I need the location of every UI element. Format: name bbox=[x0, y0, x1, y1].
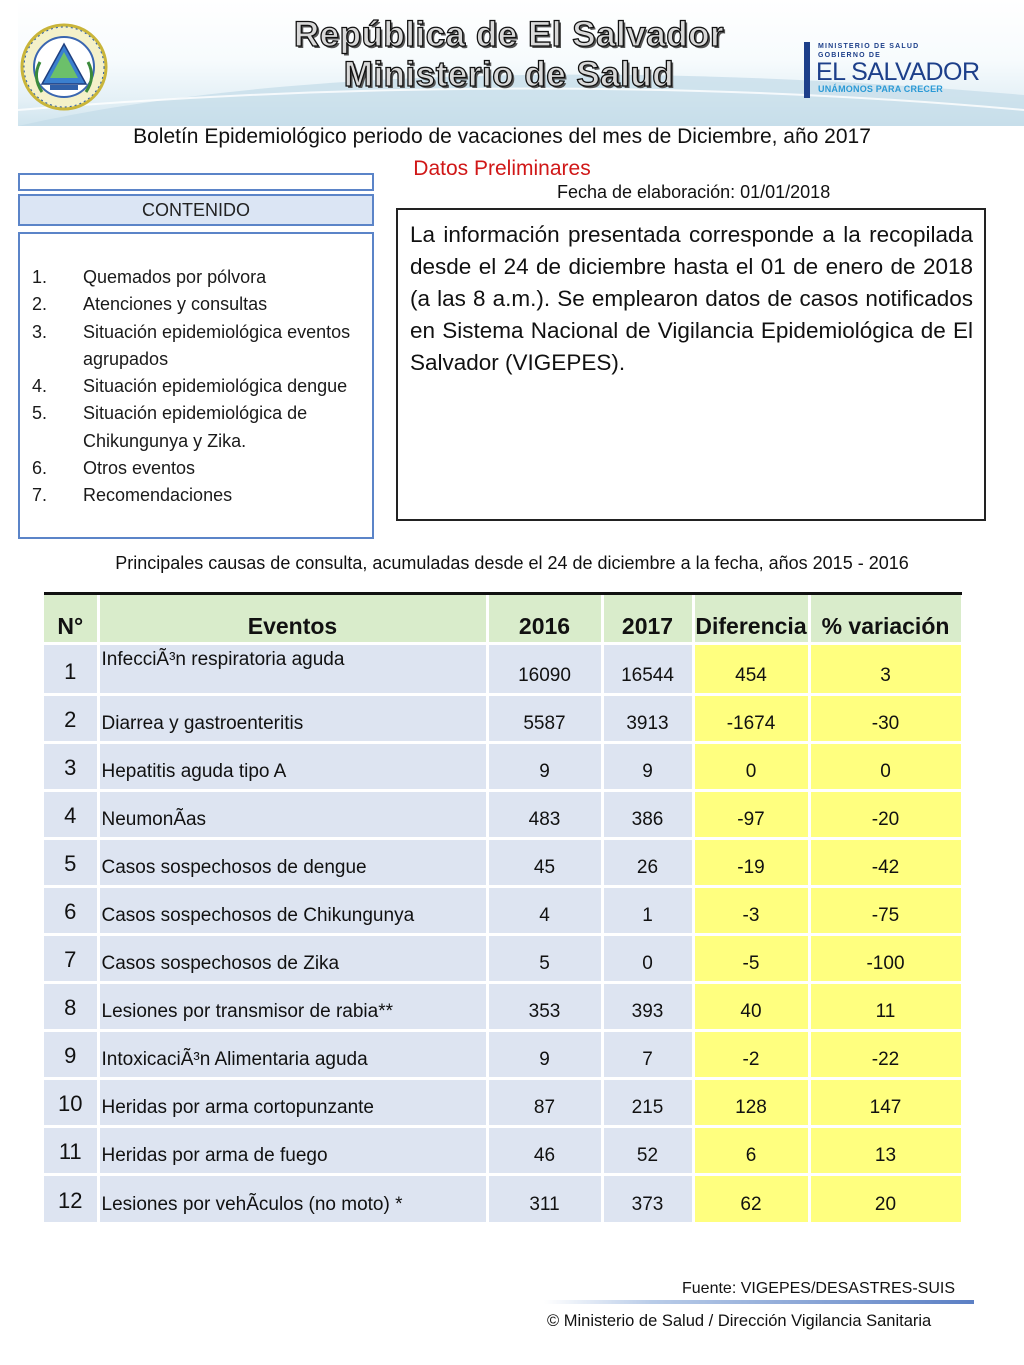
difference-cell: 6 bbox=[693, 1126, 809, 1174]
variation-cell: -42 bbox=[809, 838, 962, 886]
table-row bbox=[44, 1078, 962, 1126]
header-number: N° bbox=[44, 595, 98, 643]
variation-cell: 147 bbox=[809, 1078, 962, 1126]
event-name-cell: Casos sospechosos de Chikungunya bbox=[98, 886, 487, 934]
row-number-cell: 12 bbox=[44, 1174, 98, 1222]
value-2016-cell: 87 bbox=[487, 1078, 602, 1126]
value-2017-cell: 26 bbox=[602, 838, 693, 886]
contents-item bbox=[32, 482, 362, 509]
row-number-cell: 9 bbox=[44, 1030, 98, 1078]
table-row bbox=[44, 1174, 962, 1222]
logo-line-2: GOBIERNO DE bbox=[818, 52, 881, 59]
variation-cell: -20 bbox=[809, 790, 962, 838]
table-caption: Principales causas de consulta, acumuladas desde el 24 de diciembre a la fecha, años 2015 - 2016 bbox=[115, 553, 909, 573]
variation-cell: -75 bbox=[809, 886, 962, 934]
prepared-date: Fecha de elaboración: 01/01/2018 bbox=[557, 182, 831, 202]
footer-rule bbox=[544, 1300, 974, 1304]
variation-cell: -22 bbox=[809, 1030, 962, 1078]
contents-item bbox=[32, 319, 362, 374]
info-text: La información presentada corresponde a la recopilada desde el 24 de diciembre hasta el 01 de enero de 2018 (a las 8 a.m.). Se emplearon datos de casos notificados en Sistema Nacional de Vigilancia Epidemiológica de El Salvador (VIGEPES). bbox=[410, 222, 973, 375]
event-name-cell: IntoxicaciÃ³n Alimentaria aguda bbox=[98, 1030, 487, 1078]
value-2017-cell: 52 bbox=[602, 1126, 693, 1174]
difference-cell: -19 bbox=[693, 838, 809, 886]
table-row bbox=[44, 1126, 962, 1174]
variation-cell: 20 bbox=[809, 1174, 962, 1222]
contents-item bbox=[32, 264, 362, 291]
title-line-1: República de El Salvador bbox=[293, 15, 725, 54]
event-name-cell: Casos sospechosos de Zika bbox=[98, 934, 487, 982]
row-number-cell: 7 bbox=[44, 934, 98, 982]
row-number-cell: 3 bbox=[44, 742, 98, 790]
row-number-cell: 5 bbox=[44, 838, 98, 886]
value-2016-cell: 9 bbox=[487, 742, 602, 790]
logo-name: EL SALVADOR bbox=[816, 58, 980, 86]
variation-cell: 3 bbox=[809, 643, 962, 694]
value-2017-cell: 1 bbox=[602, 886, 693, 934]
header-variation: % variación bbox=[809, 595, 962, 643]
info-box bbox=[396, 208, 986, 521]
table-row bbox=[44, 982, 962, 1030]
value-2016-cell: 5 bbox=[487, 934, 602, 982]
difference-cell: -3 bbox=[693, 886, 809, 934]
value-2016-cell: 46 bbox=[487, 1126, 602, 1174]
contents-item-number: 2. bbox=[32, 294, 48, 315]
value-2017-cell: 3913 bbox=[602, 694, 693, 742]
value-2017-cell: 16544 bbox=[602, 643, 693, 694]
source-note: Fuente: VIGEPES/DESASTRES-SUIS bbox=[682, 1280, 955, 1297]
header-2016: 2016 bbox=[487, 595, 602, 643]
difference-cell: 62 bbox=[693, 1174, 809, 1222]
contents-item-text: Recomendaciones bbox=[83, 485, 233, 506]
table-row bbox=[44, 694, 962, 742]
variation-cell: -100 bbox=[809, 934, 962, 982]
table-row bbox=[44, 934, 962, 982]
header-events: Eventos bbox=[98, 595, 487, 643]
value-2016-cell: 353 bbox=[487, 982, 602, 1030]
row-number-cell: 6 bbox=[44, 886, 98, 934]
value-2017-cell: 9 bbox=[602, 742, 693, 790]
table-body bbox=[44, 643, 962, 1222]
contents-list-box bbox=[18, 232, 374, 539]
value-2016-cell: 5587 bbox=[487, 694, 602, 742]
table-row bbox=[44, 643, 962, 694]
event-name-cell: Hepatitis aguda tipo A bbox=[98, 742, 487, 790]
value-2016-cell: 311 bbox=[487, 1174, 602, 1222]
value-2017-cell: 393 bbox=[602, 982, 693, 1030]
difference-cell: -97 bbox=[693, 790, 809, 838]
table-row bbox=[44, 790, 962, 838]
difference-cell: -5 bbox=[693, 934, 809, 982]
value-2017-cell: 373 bbox=[602, 1174, 693, 1222]
event-name-cell: Casos sospechosos de dengue bbox=[98, 838, 487, 886]
value-2016-cell: 16090 bbox=[487, 643, 602, 694]
contents-item-number: 1. bbox=[32, 267, 48, 287]
contents-item-number: 7. bbox=[32, 485, 48, 506]
contents-item bbox=[32, 291, 362, 318]
event-name-cell: Diarrea y gastroenteritis bbox=[98, 694, 487, 742]
logo-line-1: MINISTERIO DE SALUD bbox=[818, 43, 920, 50]
event-name-cell: Heridas por arma cortopunzante bbox=[98, 1078, 487, 1126]
contents-item bbox=[32, 400, 362, 455]
value-2016-cell: 9 bbox=[487, 1030, 602, 1078]
contents-heading: CONTENIDO bbox=[18, 194, 374, 226]
event-name-cell: Lesiones por vehÃculos (no moto) * bbox=[98, 1174, 487, 1222]
table-row bbox=[44, 838, 962, 886]
contents-item-text: Quemados por pólvora bbox=[83, 267, 267, 287]
contents-item-text: Situación epidemiológica eventos agrupados bbox=[83, 321, 351, 369]
contents-item-text: Situación epidemiológica de Chikungunya y Zika. bbox=[83, 403, 308, 451]
contents-item-text: Atenciones y consultas bbox=[83, 294, 268, 315]
contents-item-number: 3. bbox=[32, 321, 48, 342]
row-number-cell: 2 bbox=[44, 694, 98, 742]
row-number-cell: 11 bbox=[44, 1126, 98, 1174]
contents-item-number: 5. bbox=[32, 403, 48, 424]
difference-cell: 40 bbox=[693, 982, 809, 1030]
contents-list bbox=[32, 264, 362, 510]
copyright-note: © Ministerio de Salud / Dirección Vigilancia Sanitaria bbox=[547, 1312, 932, 1330]
title-line-2: Ministerio de Salud bbox=[343, 55, 675, 94]
value-2016-cell: 483 bbox=[487, 790, 602, 838]
contents-item-number: 6. bbox=[32, 458, 48, 479]
row-number-cell: 10 bbox=[44, 1078, 98, 1126]
event-name-cell: InfecciÃ³n respiratoria aguda bbox=[98, 643, 487, 694]
value-2017-cell: 215 bbox=[602, 1078, 693, 1126]
contents-item bbox=[32, 455, 362, 482]
variation-cell: -30 bbox=[809, 694, 962, 742]
value-2017-cell: 7 bbox=[602, 1030, 693, 1078]
value-2016-cell: 45 bbox=[487, 838, 602, 886]
difference-cell: 0 bbox=[693, 742, 809, 790]
contents-item-text: Otros eventos bbox=[83, 458, 196, 479]
logo-slogan: UNÁMONOS PARA CRECER bbox=[818, 84, 944, 94]
contents-item bbox=[32, 373, 362, 400]
event-name-cell: NeumonÃas bbox=[98, 790, 487, 838]
difference-cell: 128 bbox=[693, 1078, 809, 1126]
contents-item-number: 4. bbox=[32, 376, 48, 397]
event-name-cell: Lesiones por transmisor de rabia** bbox=[98, 982, 487, 1030]
contents-top-bar bbox=[18, 173, 374, 191]
difference-cell: 454 bbox=[693, 643, 809, 694]
row-number-cell: 4 bbox=[44, 790, 98, 838]
bulletin-subtitle: Boletín Epidemiológico periodo de vacaciones del mes de Diciembre, año 2017 bbox=[133, 125, 871, 148]
ministry-logo bbox=[800, 40, 980, 110]
table-header-row bbox=[44, 595, 962, 643]
header-2017: 2017 bbox=[602, 595, 693, 643]
header-difference: Diferencia bbox=[693, 595, 809, 643]
value-2017-cell: 0 bbox=[602, 934, 693, 982]
contents-item-text: Situación epidemiológica dengue bbox=[83, 376, 348, 397]
event-name-cell: Heridas por arma de fuego bbox=[98, 1126, 487, 1174]
table-row bbox=[44, 886, 962, 934]
variation-cell: 13 bbox=[809, 1126, 962, 1174]
row-number-cell: 8 bbox=[44, 982, 98, 1030]
preliminary-note: Datos Preliminares bbox=[413, 157, 591, 180]
events-table bbox=[44, 595, 964, 1222]
table-row bbox=[44, 1030, 962, 1078]
table-row bbox=[44, 742, 962, 790]
difference-cell: -2 bbox=[693, 1030, 809, 1078]
variation-cell: 11 bbox=[809, 982, 962, 1030]
variation-cell: 0 bbox=[809, 742, 962, 790]
events-table-wrapper bbox=[44, 592, 962, 1222]
value-2017-cell: 386 bbox=[602, 790, 693, 838]
value-2016-cell: 4 bbox=[487, 886, 602, 934]
row-number-cell: 1 bbox=[44, 643, 98, 694]
difference-cell: -1674 bbox=[693, 694, 809, 742]
